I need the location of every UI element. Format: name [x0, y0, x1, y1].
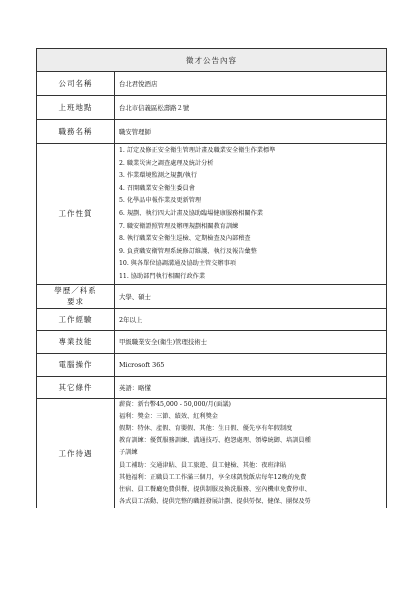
- benefit-line: 員工補助：交通津貼、員工旅遊、員工健檢、其他：夜班津貼: [119, 461, 287, 469]
- duties-label: 工作性質: [37, 144, 115, 285]
- computer-label: 電腦操作: [37, 353, 115, 376]
- location-label: 上班地點: [37, 96, 115, 120]
- computer-row: [37, 353, 387, 376]
- benefits-label: 工作待遇: [37, 398, 115, 508]
- position-row: [37, 120, 387, 144]
- computer-value: Microsoft 365: [115, 353, 387, 376]
- position-value: 職安管理師: [115, 120, 387, 144]
- benefit-line: 各式員工活動、提供完整的職涯發展計劃、提供勞保、健保、團保及勞: [119, 498, 311, 506]
- benefits-value: [115, 398, 387, 508]
- benefit-line: 其他福利：正職員工工作滿三個月，享全球凱悅飯店每年12晚的免費: [119, 473, 307, 481]
- experience-label: 工作經驗: [37, 308, 115, 330]
- skills-value: 甲級職業安全(衛生)管理技術士: [115, 330, 387, 353]
- duty-item: 9. 負責職安衛管理系統修訂維護、執行及報告彙整: [119, 247, 257, 255]
- other-value: 英語：略懂: [115, 376, 387, 398]
- education-label-line2: 要求: [67, 297, 84, 307]
- experience-value: 2年以上: [115, 308, 387, 330]
- experience-row: [37, 308, 387, 330]
- job-posting-table: [36, 48, 387, 508]
- duty-item: 8. 執行職業安全衛生巡檢、定期檢查及內部稽查: [119, 235, 251, 243]
- duty-item: 6. 規劃、執行四大計畫及協助臨場健康服務相關作業: [119, 209, 263, 217]
- duty-item: 5. 化學品申報作業及更新管理: [119, 197, 202, 205]
- duty-item: 7. 職安衛證照管理及辦理規劃相關教育訓練: [119, 222, 239, 230]
- duties-row: [37, 144, 387, 285]
- company-row: [37, 72, 387, 96]
- duty-item: 1. 訂定及修正安全衛生管理計畫及職業安全衛生作業標準: [119, 147, 276, 154]
- location-value: 台北市信義區松壽路２號: [115, 96, 387, 120]
- duties-list: [119, 144, 383, 284]
- duty-item: 10. 與各單位協調溝通及協助主管交辦事項: [119, 260, 236, 268]
- skills-row: [37, 330, 387, 353]
- benefit-line: 子訓練: [119, 449, 138, 457]
- education-label-line1: 學歷／科系: [54, 286, 97, 296]
- other-row: [37, 376, 387, 398]
- duty-item: 11. 協助部門執行相關行政作業: [119, 272, 206, 280]
- benefit-line: 假期：特休、產假、育嬰假、其他：生日假、優先享有年假制度: [119, 424, 293, 432]
- duty-item: 3. 作業環境監測之規劃/執行: [119, 172, 198, 180]
- education-label: [37, 284, 115, 308]
- other-label: 其它條件: [37, 376, 115, 398]
- location-row: [37, 96, 387, 120]
- duty-item: 4. 召開職業安全衛生委員會: [119, 184, 195, 192]
- company-value: 台北君悅酒店: [115, 72, 387, 96]
- benefit-line: 福利：獎金：三節、績效、紅利獎金: [119, 412, 218, 420]
- education-value: 大學、碩士: [115, 284, 387, 308]
- education-row: [37, 284, 387, 308]
- skills-label: 專業技能: [37, 330, 115, 353]
- benefits-row: [37, 398, 387, 508]
- benefit-line: 教育訓練：優質服務訓練、溝通技巧、抱怨處理、領導統御、培訓員種: [119, 437, 311, 445]
- position-label: 職務名稱: [37, 120, 115, 144]
- benefit-line: 薪資：新台幣45,000 - 50,000/月(面議): [119, 400, 231, 408]
- title-row: [37, 49, 387, 72]
- duty-item: 2. 職業災害之調查處理及統計分析: [119, 159, 214, 167]
- benefit-line: 住宿、員工餐廳免費供餐、提供制服及換洗服務、室內機車免費停車、: [119, 485, 311, 493]
- company-label: 公司名稱: [37, 72, 115, 96]
- duties-value: [115, 144, 387, 285]
- page-title: 徵才公告內容: [37, 49, 387, 72]
